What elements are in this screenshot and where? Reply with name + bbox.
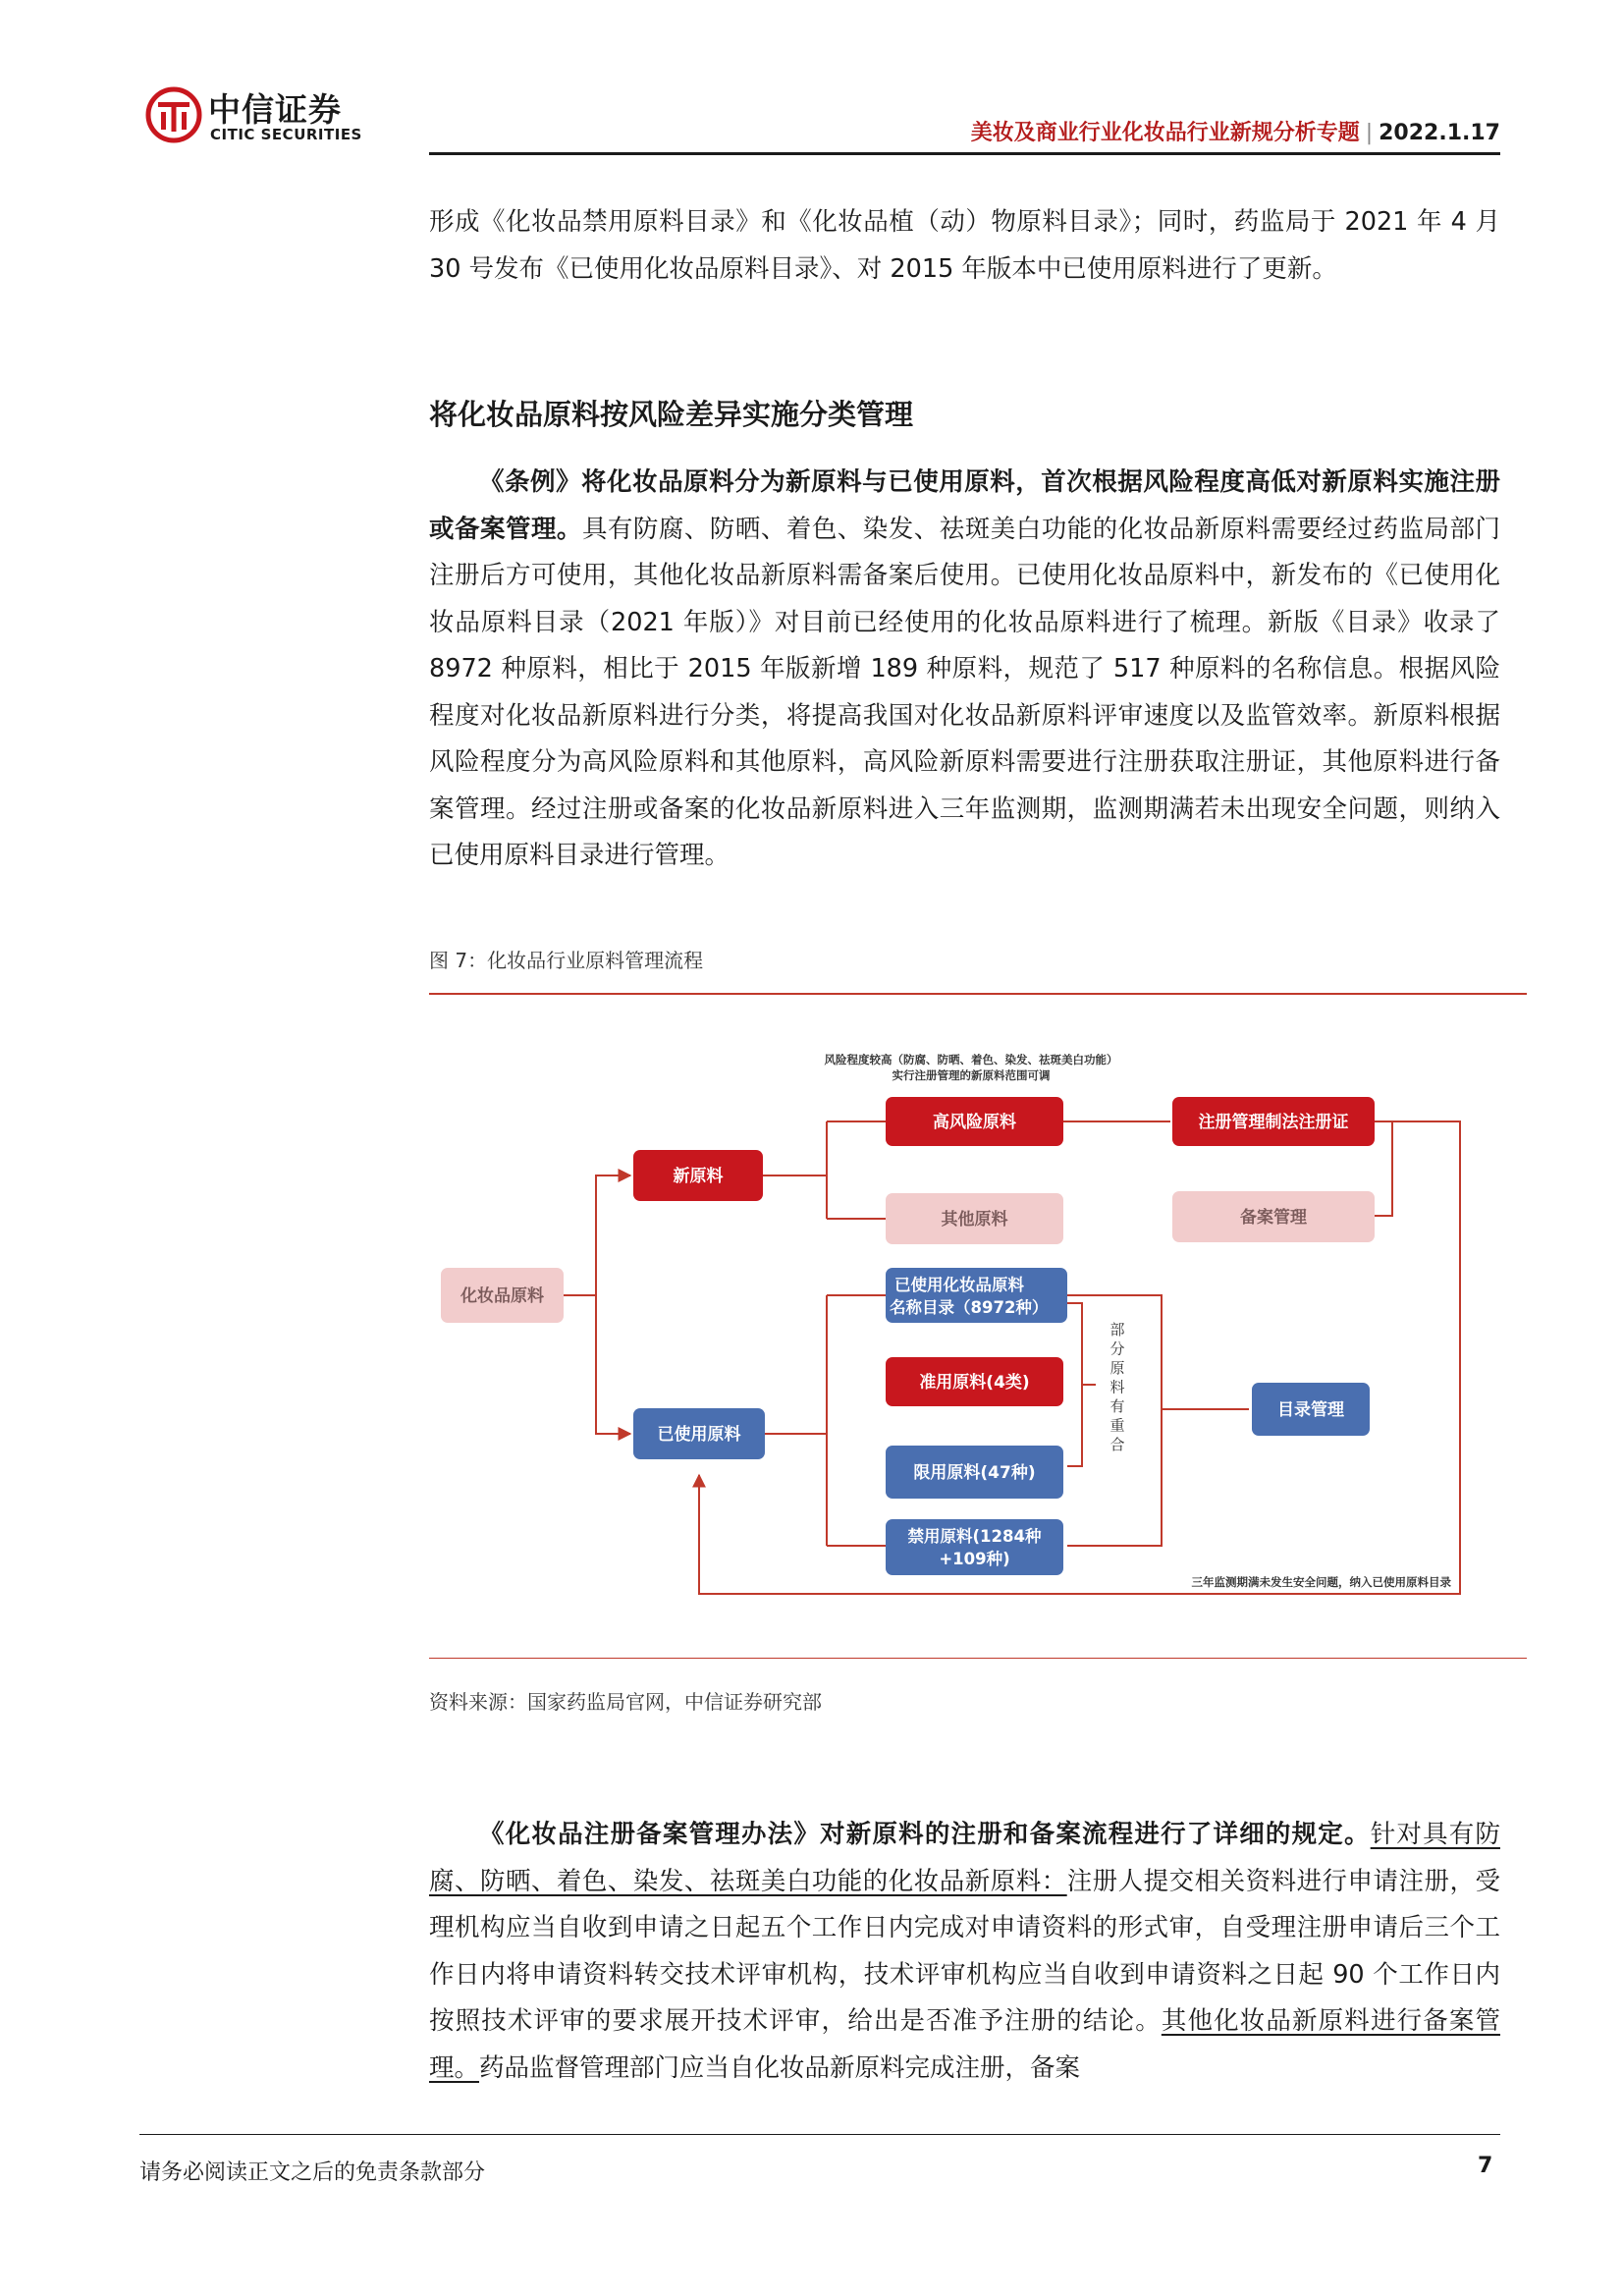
report-header <box>971 116 1500 146</box>
paragraph-3 <box>429 1812 1500 2092</box>
annotation-line-2: 实行注册管理的新原料范围可调 <box>892 1068 1051 1082</box>
node-raw-material <box>441 1268 564 1323</box>
header-separator: | <box>1365 121 1374 145</box>
figure-top-rule <box>429 993 1527 995</box>
paragraph-3-body: 注册人提交相关资料进行申请注册，受理机构应当自收到申请之日起五个工作日内完成对申请资料的形式审，自受理注册申请后三个工作日内将申请资料转交技术评审机构，技术评审机构应当自收到申请资料之日起 90 个工作日内按照技术评审的要求展开技术评审，给出是否准予注册的结论。 <box>429 1866 1500 2036</box>
paragraph-3-underline-1: 针对具有防腐、防晒、着色、染发、祛斑美白功能的化妆品新原料： <box>429 1820 1500 1896</box>
feedback-note: 三年监测期满未发生安全问题，纳入已使用原料目录 <box>1191 1575 1451 1589</box>
figure-source: 资料来源：国家药监局官网，中信证券研究部 <box>429 1690 822 1714</box>
node-catalog-management <box>1252 1383 1370 1436</box>
figure-bottom-rule <box>429 1658 1527 1659</box>
footer-disclaimer: 请务必阅读正文之后的免责条款部分 <box>139 2160 486 2185</box>
node-other-material <box>886 1193 1063 1244</box>
section-heading: 将化妆品原料按风险差异实施分类管理 <box>429 398 914 431</box>
brand-name-en: CITIC SECURITIES <box>210 126 362 143</box>
header-divider <box>429 152 1500 155</box>
annotation-line-1: 风险程度较高（防腐、防晒、着色、染发、祛斑美白功能） <box>824 1053 1118 1066</box>
node-catalog-management-label: 目录管理 <box>1277 1400 1344 1420</box>
figure-caption: 图 7：化妆品行业原料管理流程 <box>429 949 704 972</box>
node-used-catalog-label-2: 名称目录（8972种） <box>890 1298 1049 1317</box>
paragraph-1: 形成《化妆品禁用原料目录》和《化妆品植（动）物原料目录》；同时，药监局于 2021 年 4 月 30 号发布《已使用化妆品原料目录》、对 2015 年版本中已使用原料进行了更新。 <box>429 207 1500 284</box>
paragraph-3-underline-2: 其他化妆品新原料进行备案管理。 <box>429 2006 1500 2083</box>
node-new-material-label: 新原料 <box>673 1167 724 1186</box>
node-restricted-label: 限用原料(47种) <box>913 1463 1036 1483</box>
node-banned-label-2: +109种) <box>939 1550 1010 1568</box>
node-filing <box>1172 1191 1375 1242</box>
paragraph-3-tail: 药品监督管理部门应当自化妆品新原料完成注册，备案 <box>479 2052 1081 2083</box>
paragraph-2 <box>429 460 1500 880</box>
node-registration <box>1172 1097 1375 1146</box>
citic-logo-icon <box>145 86 202 143</box>
overlap-note: 部分原料有重合 <box>1109 1321 1125 1453</box>
node-registration-label: 注册管理制法注册证 <box>1198 1113 1349 1132</box>
node-banned-label-1: 禁用原料(1284种 <box>907 1527 1042 1546</box>
node-high-risk <box>886 1097 1063 1146</box>
node-used-material-label: 已使用原料 <box>657 1425 741 1445</box>
node-used-material <box>633 1408 765 1459</box>
paragraph-2-lead: 《条例》将化妆品原料分为新原料与已使用原料，首次根据风险程度高低对新原料实施注册或备案管理。 <box>429 467 1500 544</box>
node-restricted <box>886 1446 1063 1499</box>
node-raw-material-label: 化妆品原料 <box>460 1286 544 1306</box>
node-high-risk-label: 高风险原料 <box>933 1113 1016 1132</box>
report-title: 美妆及商业行业化妆品行业新规分析专题 <box>970 121 1360 145</box>
paragraph-2-body: 具有防腐、防晒、着色、染发、祛斑美白功能的化妆品新原料需要经过药监局部门注册后方可使用，其他化妆品新原料需备案后使用。已使用化妆品原料中，新发布的《已使用化妆品原料目录（2021 年版）》对目前已经使用的化妆品原料进行了梳理。新版《目录》收录了 8972 种原料，相比于 2015 年版新增 189 种原料，规范了 517 种原料的名称信息。根据风险程度对化妆品新原料进行分类，将提高我国对化妆品新原料评审速度以及监管效率。新原料根据风险程度分为高风险原料和其他原料，高风险新原料需要进行注册获取注册证，其他原料进行备案管理。经过注册或备案的化妆品新原料进入三年监测期，监测期满若未出现安全问题，则纳入已使用原料目录进行管理。 <box>429 514 1500 870</box>
node-other-material-label: 其他原料 <box>941 1210 1008 1230</box>
footer-divider <box>139 2134 1500 2135</box>
page-number: 7 <box>1478 2154 1493 2178</box>
report-date: 2022.1.17 <box>1379 121 1500 145</box>
paragraph-3-lead: 《化妆品注册备案管理办法》对新原料的注册和备案流程进行了详细的规定。 <box>479 1820 1371 1849</box>
node-allowed-label: 准用原料(4类) <box>919 1373 1030 1393</box>
node-new-material <box>633 1150 763 1201</box>
brand-name-cn: 中信证券 <box>208 90 342 129</box>
node-banned <box>886 1519 1063 1575</box>
node-allowed <box>886 1357 1063 1406</box>
node-filing-label: 备案管理 <box>1240 1208 1307 1228</box>
node-used-catalog-label-1: 已使用化妆品原料 <box>894 1276 1024 1294</box>
node-used-catalog <box>886 1268 1067 1323</box>
material-management-flowchart <box>429 1007 1527 1650</box>
